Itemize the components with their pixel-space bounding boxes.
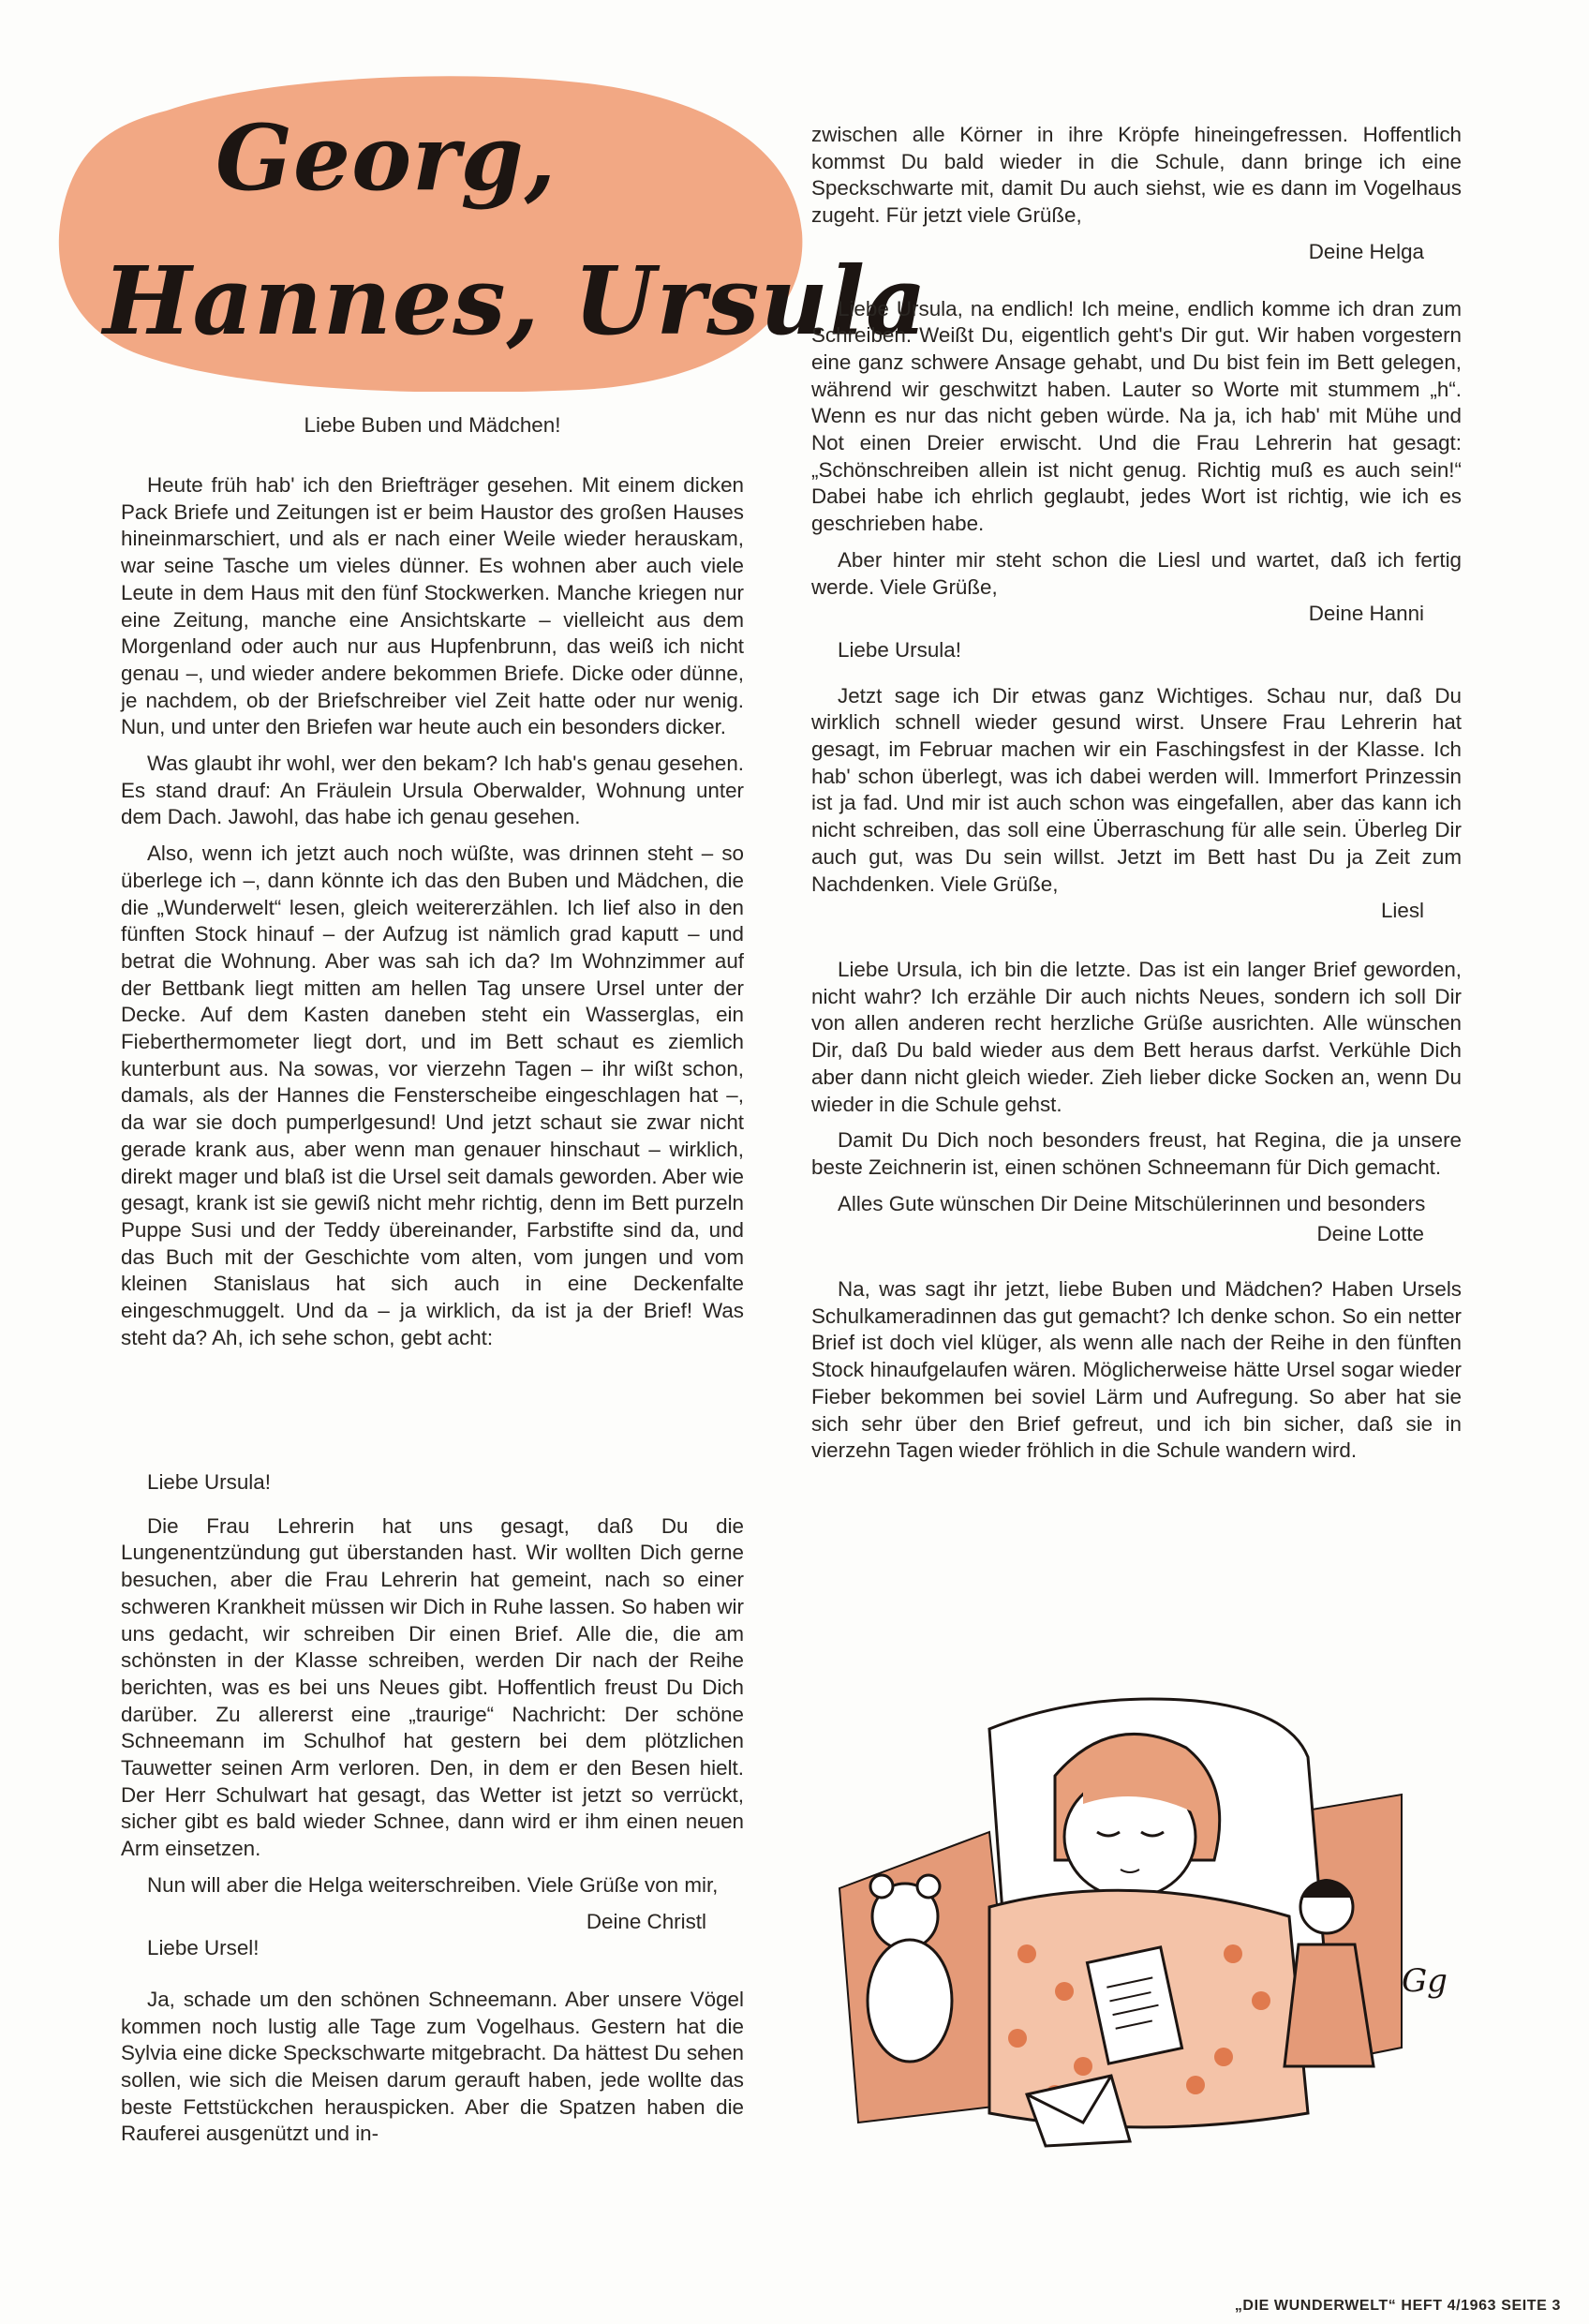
signature: Deine Christl — [586, 1909, 706, 1933]
paragraph: Die Frau Lehrerin hat uns gesagt, daß Du die Lungenentzündung gut überstanden hast. Wir wollten Dich gerne besuchen, aber die Frau Lehrerin hat gemeint, nach so einer schweren Krankheit müssen wir Dich in Ruhe lassen. So haben wir uns gedacht, wir schreiben Dir einen Brief. Alle die, die am schönsten in der Klasse schreiben, werden Dir nach der Reihe berichten, was es bei uns Neues gibt. Hoffentlich freust Du Dich darüber. Zu allererst eine „traurige“ Nachricht: Der schöne Schneemann im Schulhof hat gestern bei dem plötzlichen Tauwetter seinen Arm verloren. Den, in dem er den Besen hielt. Der Herr Schulwart hat gesagt, das Wetter ist jetzt so verrückt, sicher gibt es bald wieder Schnee, dann wird er ihm einen neuen Arm einsetzen. — [121, 1513, 744, 1861]
title-line-1: Georg, — [215, 105, 557, 211]
salutation: Liebe Ursula! — [838, 637, 961, 662]
paragraph: zwischen alle Körner in ihre Kröpfe hineingefressen. Hoffentlich kommst Du bald wieder in die Schule, dann bringe ich eine Speckschwarte mit, damit Du auch siehst, wie es dann im Vogelhaus zugeht. Für jetzt viele Grüße, — [811, 123, 1462, 228]
signature: Deine Helga — [1308, 239, 1424, 263]
paragraph: Ja, schade um den schönen Schneemann. Aber unsere Vögel kommen noch lustig alle Tage zum Vogelhaus. Gestern hat die Sylvia eine dicke Speckschwarte mitgebracht. Da hättest Du sehen sollen, wie sich die Meisen darum gerauft haben, jede wollte das beste Fettstückchen herauspicken. Aber die Spatzen haben die Rauferei ausgenützt und in- — [121, 1987, 744, 2146]
artist-signature: Gg — [1402, 1962, 1448, 2000]
letter-christl — [121, 1469, 744, 2157]
page-footer: „DIE WUNDERWELT“ HEFT 4/1963 SEITE 3 — [1234, 2298, 1561, 2314]
paragraph: Damit Du Dich noch besonders freust, hat Regina, die ja unsere beste Zeichnerin ist, einen schönen Schneemann für Dich gemacht. — [811, 1128, 1462, 1179]
title-line-2: Hannes, Ursula — [103, 246, 928, 356]
illustration-sick-girl-in-bed — [802, 1673, 1477, 2151]
right-column — [811, 122, 1462, 1474]
paragraph: Jetzt sage ich Dir etwas ganz Wichtiges. Schau nur, daß Du wirklich schnell wieder gesund wirst. Unsere Frau Lehrerin hat gesagt, im Februar machen wir ein Faschingsfest in der Klasse. Ich hab' schon überlegt, was ich dabei werden will. Immerfort Prinzessin ist ja fad. Und mir ist auch schon was eingefallen, aber das kann ich nicht schreiben, das soll eine Überraschung für alle sein. Überleg Dir auch gut, was Du sein willst. Jetzt im Bett hast Du ja Zeit zum Nachdenken. Viele Grüße, — [811, 683, 1462, 896]
paragraph: Heute früh hab' ich den Briefträger gesehen. Mit einem dicken Pack Briefe und Zeitungen ist er beim Haustor des großen Hauses hineinmarschiert, und als er nach einer Weile wieder herauskam, war seine Tasche um vieles dünner. Es wohnen aber auch viele Leute in dem Haus mit den fünf Stockwerken. Manche kriegen nur eine Zeitung, manche eine Ansichtskarte – vielleicht aus dem Morgenland oder auch nur aus Hupfenbrunn, das weiß ich nicht genau –, und wieder andere bekommen Briefe. Dicke oder dünne, je nachdem, ob der Briefschreiber viel Zeit hatte oder nur wenig. Nun, und unter den Briefen war heute auch ein besonders dicker. — [121, 473, 744, 739]
paragraph: Aber hinter mir steht schon die Liesl und wartet, daß ich fertig werde. Viele Grüße, — [811, 547, 1462, 599]
paragraph: Na, was sagt ihr jetzt, liebe Buben und Mädchen? Haben Ursels Schulkameradinnen das gut gemacht? Ich denke schon. So ein netter Brief ist doch viel klüger, als wenn alle nach der Reihe in den fünften Stock hinaufgelaufen wären. Möglicherweise hätte Ursel sogar wieder Fieber bekommen bei soviel Lärm und Aufregung. So aber hat sie sich sehr über den Brief gefreut, und ich bin sicher, daß sie in vierzehn Tagen wieder fröhlich in die Schule wandern wird. — [811, 1277, 1462, 1463]
signature: Deine Hanni — [1308, 602, 1424, 626]
paragraph: Nun will aber die Helga weiterschreiben. Viele Grüße von mir, — [147, 1872, 719, 1897]
paragraph: Was glaubt ihr wohl, wer den bekam? Ich hab's genau gesehen. Es stand drauf: An Fräulein Ursula Oberwalder, Wohnung unter dem Dach. Jawohl, das habe ich genau gesehen. — [121, 752, 744, 829]
greeting: Liebe Buben und Mädchen! — [304, 413, 561, 437]
paragraph: Liebe Ursula, ich bin die letzte. Das ist ein langer Brief geworden, nicht wahr? Ich erzähle Dir auch nichts Neues, sondern ich soll Dir von allen anderen recht herzliche Grüße ausrichten. Alle wünschen Dir, daß Du bald wieder aus dem Bett heraus darfst. Verkühle Dich aber dann nicht gleich wieder. Zieh lieber dicke Socken an, wenn Du wieder in die Schule gehst. — [811, 957, 1462, 1116]
signature: Liesl — [1380, 899, 1424, 923]
salutation: Liebe Ursula! — [147, 1470, 271, 1494]
signature: Deine Lotte — [1316, 1222, 1424, 1246]
salutation: Liebe Ursel! — [147, 1936, 260, 1960]
paragraph: Alles Gute wünschen Dir Deine Mitschülerinnen und besonders — [838, 1191, 1426, 1215]
intro-text — [121, 472, 744, 1362]
paragraph: Liebe Ursula, na endlich! Ich meine, endlich komme ich dran zum Schreiben. Weißt Du, eigentlich geht's Dir gut. Wir haben vorgestern eine ganz schwere Ansage gehabt, und Du bist fein im Bett gelegen, während wir geschwitzt haben. Lauter so Worte mit stummem „h“. Wenn es nur das nicht geben würde. Na ja, ich hab' mit Mühe und Not einen Dreier erwischt. Und die Frau Lehrerin hat gesagt: „Schönschreiben allein ist nicht genug. Richtig muß es auch sein!“ Dabei habe ich ehrlich geglaubt, jedes Wort ist richtig, wie ich es geschrieben habe. — [811, 296, 1462, 536]
paragraph: Also, wenn ich jetzt auch noch wüßte, was drinnen steht – so überlege ich –, dann könnte ich das den Buben und Mädchen, die die „Wunderwelt“ lesen, gleich weitererzählen. Ich lief also in den fünften Stock hinauf – der Aufzug ist nämlich grad kaputt – und betrat die Wohnung. Aber was sah ich da? Im Wohnzimmer auf der Bettbank liegt mitten am hellen Tag unsere Ursel unter der Decke. Auf dem Kasten daneben steht ein Wasserglas, ein Fieberthermometer liegt dort, und im Bett schaut es ziemlich kunterbunt aus. Na sowas, vor vierzehn Tagen – ihr wißt schon, damals, als der Hannes die Fensterscheibe eingeschlagen hat –, da war sie doch pumperlgesund! Und jetzt schaut sie zwar nicht gerade krank aus, aber wenn man genauer hinschaut – wirklich, direkt mager und blaß ist die Ursel seit damals geworden. Aber wie gesagt, krank ist sie gewiß nicht mehr richtig, denn im Bett purzeln Puppe Susi und der Teddy übereinander, Farbstifte sind da, und das Buch mit der Geschichte vom alten, vom jungen und vom kleinen Stanislaus hat sich auch in eine Deckenfalte eingeschmuggelt. Und da – ja wirklich, da ist ja der Brief! Was steht da? Ah, ich sehe schon, gebt acht: — [121, 842, 744, 1349]
